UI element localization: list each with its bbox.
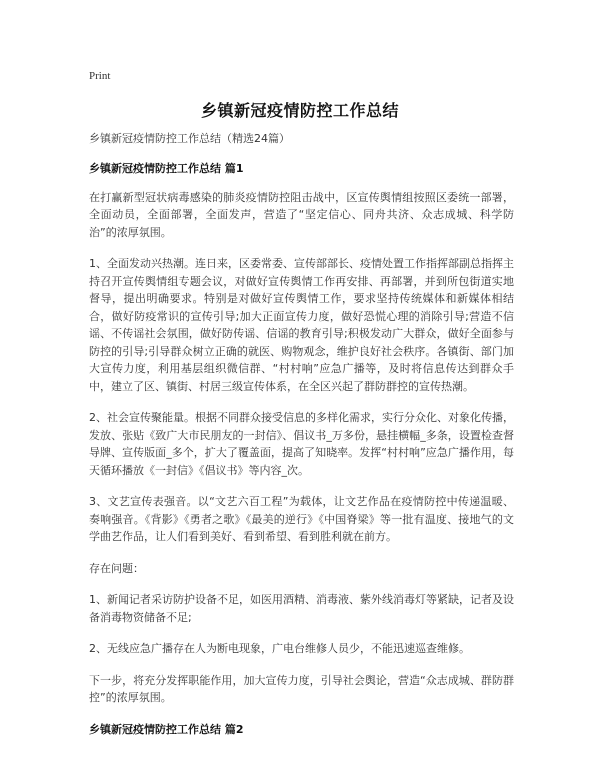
section-heading-2: 乡镇新冠疫情防控工作总结 篇2	[89, 722, 244, 736]
paragraph-point-2: 2、社会宣传聚能量。根据不同群众接受信息的多样化需求，实行分众化、对象化传播，发放、张贴《致广大市民朋友的一封信》、倡议书_万多份，悬挂横幅_多条，设置检查督导牌、宣传版面_多个，扩大了覆盖面，提高了知晓率。发挥“村村响”应急广播作用，每天循环播放《一封信》《倡议书》等内容_次。	[89, 411, 514, 477]
print-link[interactable]: Print	[89, 70, 111, 82]
paragraph-next-steps: 下一步，将充分发挥职能作用，加大宣传力度，引导社会舆论，营造“众志成城、群防群控”的浓厚氛围。	[89, 673, 514, 704]
paragraph-problem-1: 1、新闻记者采访防护设备不足，如医用酒精、消毒液、紫外线消毒灯等紧缺，记者及设备消毒物资储备不足;	[89, 593, 514, 624]
paragraph-problem-2: 2、无线应急广播存在人为断电现象，广电台维修人员少，不能迅速巡查维修。	[89, 642, 470, 655]
paragraph-point-1: 1、全面发动兴热潮。连日来，区委常委、宣传部部长、疫情处置工作指挥部副总指挥主持召开宣传舆情组专题会议，对做好宣传舆情工作再安排、再部署，并到所包街道实地督导，提出明确要求。特别是对做好宣传舆情工作，要求坚持传统媒体和新媒体相结合，做好防疫常识的宣传引导;加大正面宣传力度，做好恐慌心理的消除引导;营造不信谣、不传谣社会氛围，做好防传谣、信谣的教育引导;积极发动广大群众，做好全面参与防控的引导;引导群众树立正确的就医、购物观念，维护良好社会秩序。各镇街、部门加大宣传力度，利用基层组织微信群、“村村响”应急广播等，及时将信息传达到群众手中，建立了区、镇街、村居三级宣传体系，在全区兴起了群防群控的宣传热潮。	[89, 257, 515, 393]
paragraph-intro: 在打赢新型冠状病毒感染的肺炎疫情防控阻击战中，区宣传舆情组按照区委统一部署，全面动员，全面部署，全面发声，营造了“坚定信心、同舟共济、众志成城、科学防治”的浓厚氛围。	[89, 190, 514, 239]
paragraph-problems-label: 存在问题：	[89, 561, 144, 575]
document-subtitle: 乡镇新冠疫情防控工作总结（精选24篇）	[89, 132, 290, 145]
document-title: 乡镇新冠疫情防控工作总结	[200, 101, 399, 120]
document-body	[89, 130, 514, 750]
paragraph-point-3: 3、文艺宣传表强音。以“文艺六百工程”为载体，让文艺作品在疫情防控中传递温暖、奏响强音。《背影》《勇者之歌》《最美的逆行》《中国脊梁》等一批有温度、接地气的文学曲艺作品，让人们看到美好、看到希望、看到胜利就在前方。	[89, 495, 514, 543]
section-heading-1: 乡镇新冠疫情防控工作总结 篇1	[89, 161, 244, 175]
